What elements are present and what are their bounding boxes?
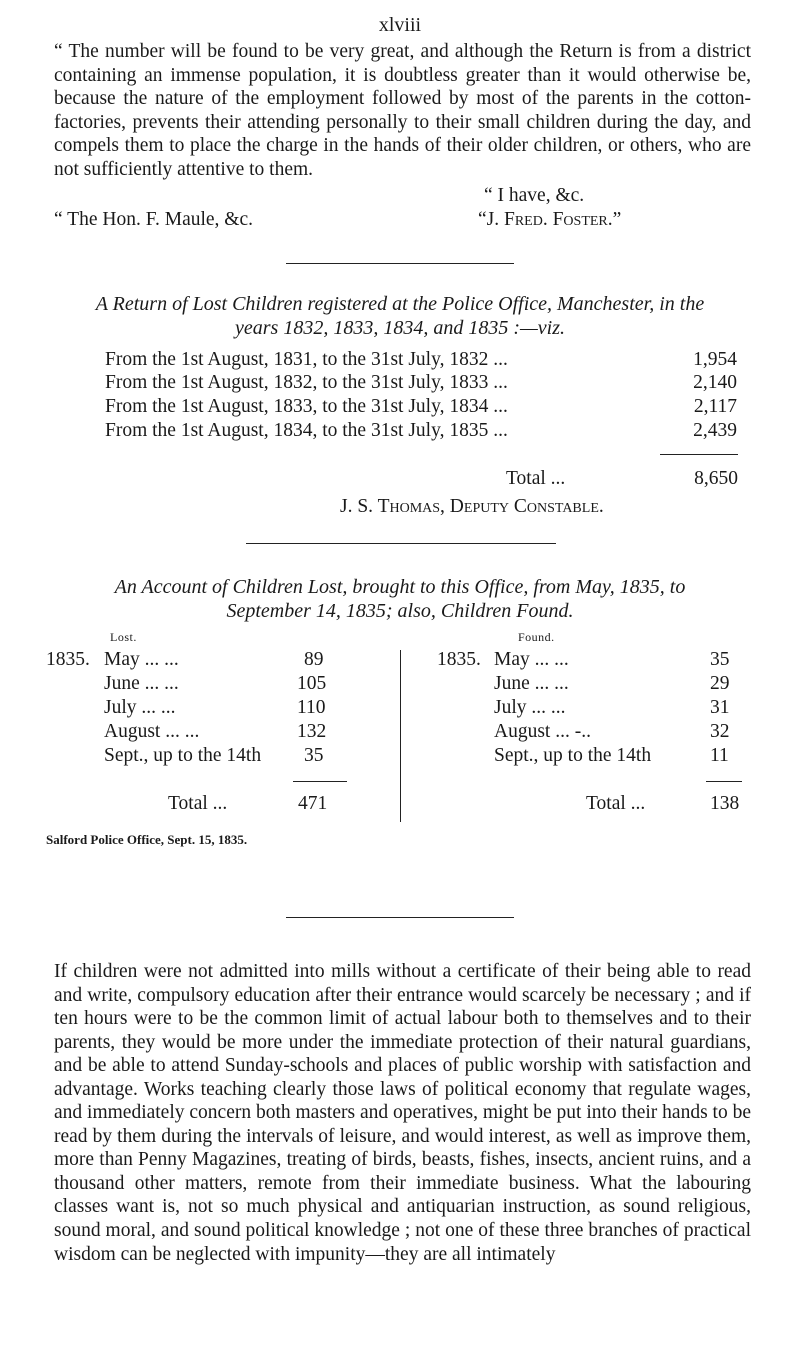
found-row-label: August ... -.. bbox=[494, 721, 591, 742]
return-total-value: 8,650 bbox=[694, 468, 738, 489]
account-heading-line-2: September 14, 1835; also, Children Found. bbox=[226, 600, 574, 622]
lost-row-value: 89 bbox=[304, 649, 324, 670]
lost-row bbox=[104, 649, 374, 671]
found-row bbox=[494, 745, 744, 767]
lost-row bbox=[104, 673, 374, 695]
letter-closing: “ I have, &c. bbox=[484, 185, 585, 206]
lost-row bbox=[104, 721, 374, 743]
found-row-label: June ... ... bbox=[494, 673, 569, 694]
found-row bbox=[494, 721, 744, 743]
return-row-value: 1,954 bbox=[693, 349, 737, 370]
found-row-value: 35 bbox=[710, 649, 730, 670]
return-row-label: From the 1st August, 1832, to the 31st July, 1833 ... bbox=[105, 372, 508, 393]
lost-row-value: 132 bbox=[297, 721, 327, 742]
return-row bbox=[105, 396, 737, 418]
return-heading bbox=[50, 292, 750, 340]
return-row-label: From the 1st August, 1834, to the 31st July, 1835 ... bbox=[105, 420, 508, 441]
return-row-value: 2,117 bbox=[693, 396, 737, 417]
return-row-label: From the 1st August, 1833, to the 31st July, 1834 ... bbox=[105, 396, 508, 417]
found-row-label: May ... ... bbox=[494, 649, 569, 670]
column-divider bbox=[400, 650, 401, 822]
found-row-label: July ... ... bbox=[494, 697, 566, 718]
divider-3 bbox=[286, 917, 514, 918]
lost-row-label: August ... ... bbox=[104, 721, 200, 742]
found-row-value: 31 bbox=[710, 697, 730, 718]
lost-row-label: May ... ... bbox=[104, 649, 179, 670]
account-footnote: Salford Police Office, Sept. 15, 1835. bbox=[46, 832, 248, 847]
letter-addressee: “ The Hon. F. Maule, &c. bbox=[54, 209, 253, 230]
found-total-label: Total ... bbox=[586, 793, 646, 814]
account-heading-line-1: An Account of Children Lost, brought to this Office, from May, 1835, to bbox=[114, 576, 686, 598]
lost-row-label: Sept., up to the 14th bbox=[104, 745, 262, 766]
page-number: xlviii bbox=[378, 14, 422, 36]
found-row bbox=[494, 697, 744, 719]
lost-row bbox=[104, 745, 374, 767]
found-row bbox=[494, 649, 744, 671]
found-row-label: Sept., up to the 14th bbox=[494, 745, 652, 766]
return-row-value: 2,439 bbox=[693, 420, 737, 441]
lost-total-rule bbox=[293, 781, 347, 782]
found-row-value: 32 bbox=[710, 721, 730, 742]
found-header: Found. bbox=[518, 630, 555, 644]
return-row bbox=[105, 349, 737, 371]
lost-row-value: 110 bbox=[297, 697, 326, 718]
divider-1 bbox=[286, 263, 514, 264]
account-heading bbox=[50, 575, 750, 623]
found-total-value: 138 bbox=[710, 793, 740, 814]
found-row-value: 11 bbox=[710, 745, 729, 766]
return-total-rule bbox=[660, 454, 738, 455]
found-total-rule bbox=[706, 781, 742, 782]
found-row bbox=[494, 673, 744, 695]
lost-row bbox=[104, 697, 374, 719]
return-row bbox=[105, 372, 737, 394]
lost-row-value: 35 bbox=[304, 745, 324, 766]
return-signatory: J. S. Thomas, Deputy Constable. bbox=[340, 496, 604, 517]
return-row-label: From the 1st August, 1831, to the 31st July, 1832 ... bbox=[105, 349, 508, 370]
letter-signature: “J. Fred. Foster.” bbox=[478, 209, 622, 230]
return-total-label: Total ... bbox=[506, 468, 566, 489]
lost-total-value: 471 bbox=[298, 793, 328, 814]
return-heading-line-2: years 1832, 1833, 1834, and 1835 :—viz. bbox=[235, 317, 565, 339]
letter-paragraph: “ The number will be found to be very great, and although the Return is from a district containing an immense population, it is doubtless greater than it would otherwise be, because the nature of the employment followed by most of the parents in the cotton-factories, prevents their attending personally to their small children during the day, and compels them to place the charge in the hands of their older children, or others, who are not sufficiently attentive to them. bbox=[54, 41, 751, 180]
divider-2 bbox=[246, 543, 556, 544]
lost-row-label: July ... ... bbox=[104, 697, 176, 718]
lost-row-label: June ... ... bbox=[104, 673, 179, 694]
lost-header: Lost. bbox=[110, 630, 137, 644]
found-year: 1835. bbox=[437, 649, 481, 670]
return-heading-line-1: A Return of Lost Children registered at the Police Office, Manchester, in the bbox=[95, 293, 705, 315]
lost-row-value: 105 bbox=[297, 673, 327, 694]
lost-year: 1835. bbox=[46, 649, 90, 670]
found-row-value: 29 bbox=[710, 673, 730, 694]
return-row bbox=[105, 420, 737, 442]
body-paragraph: If children were not admitted into mills without a certificate of their being able to read and write, compulsory education after their entrance would scarcely be necessary ; and if ten hours were to be the common limit of actual labour both to themselves and to their parents, they would be more under the immediate protection of their natural guardians, and be able to attend Sunday-schools and places of public worship with satisfaction and advantage. Works teaching clearly those laws of political economy that regulate wages, and immediately concern both masters and operatives, might be put into their hands to be read by them during the intervals of leisure, and would interest, as well as improve them, more than Penny Magazines, treating of birds, beasts, fishes, insects, ancient ruins, and a thousand other matters, remote from their immediate business. What the labouring classes want is, not so much physical and antiquarian instruction, as sound religious, sound moral, and sound political knowledge ; not one of these three branches of practical wisdom can be neglected with impunity—they are all intimately bbox=[54, 961, 751, 1265]
return-row-value: 2,140 bbox=[693, 372, 737, 393]
lost-total-label: Total ... bbox=[168, 793, 228, 814]
